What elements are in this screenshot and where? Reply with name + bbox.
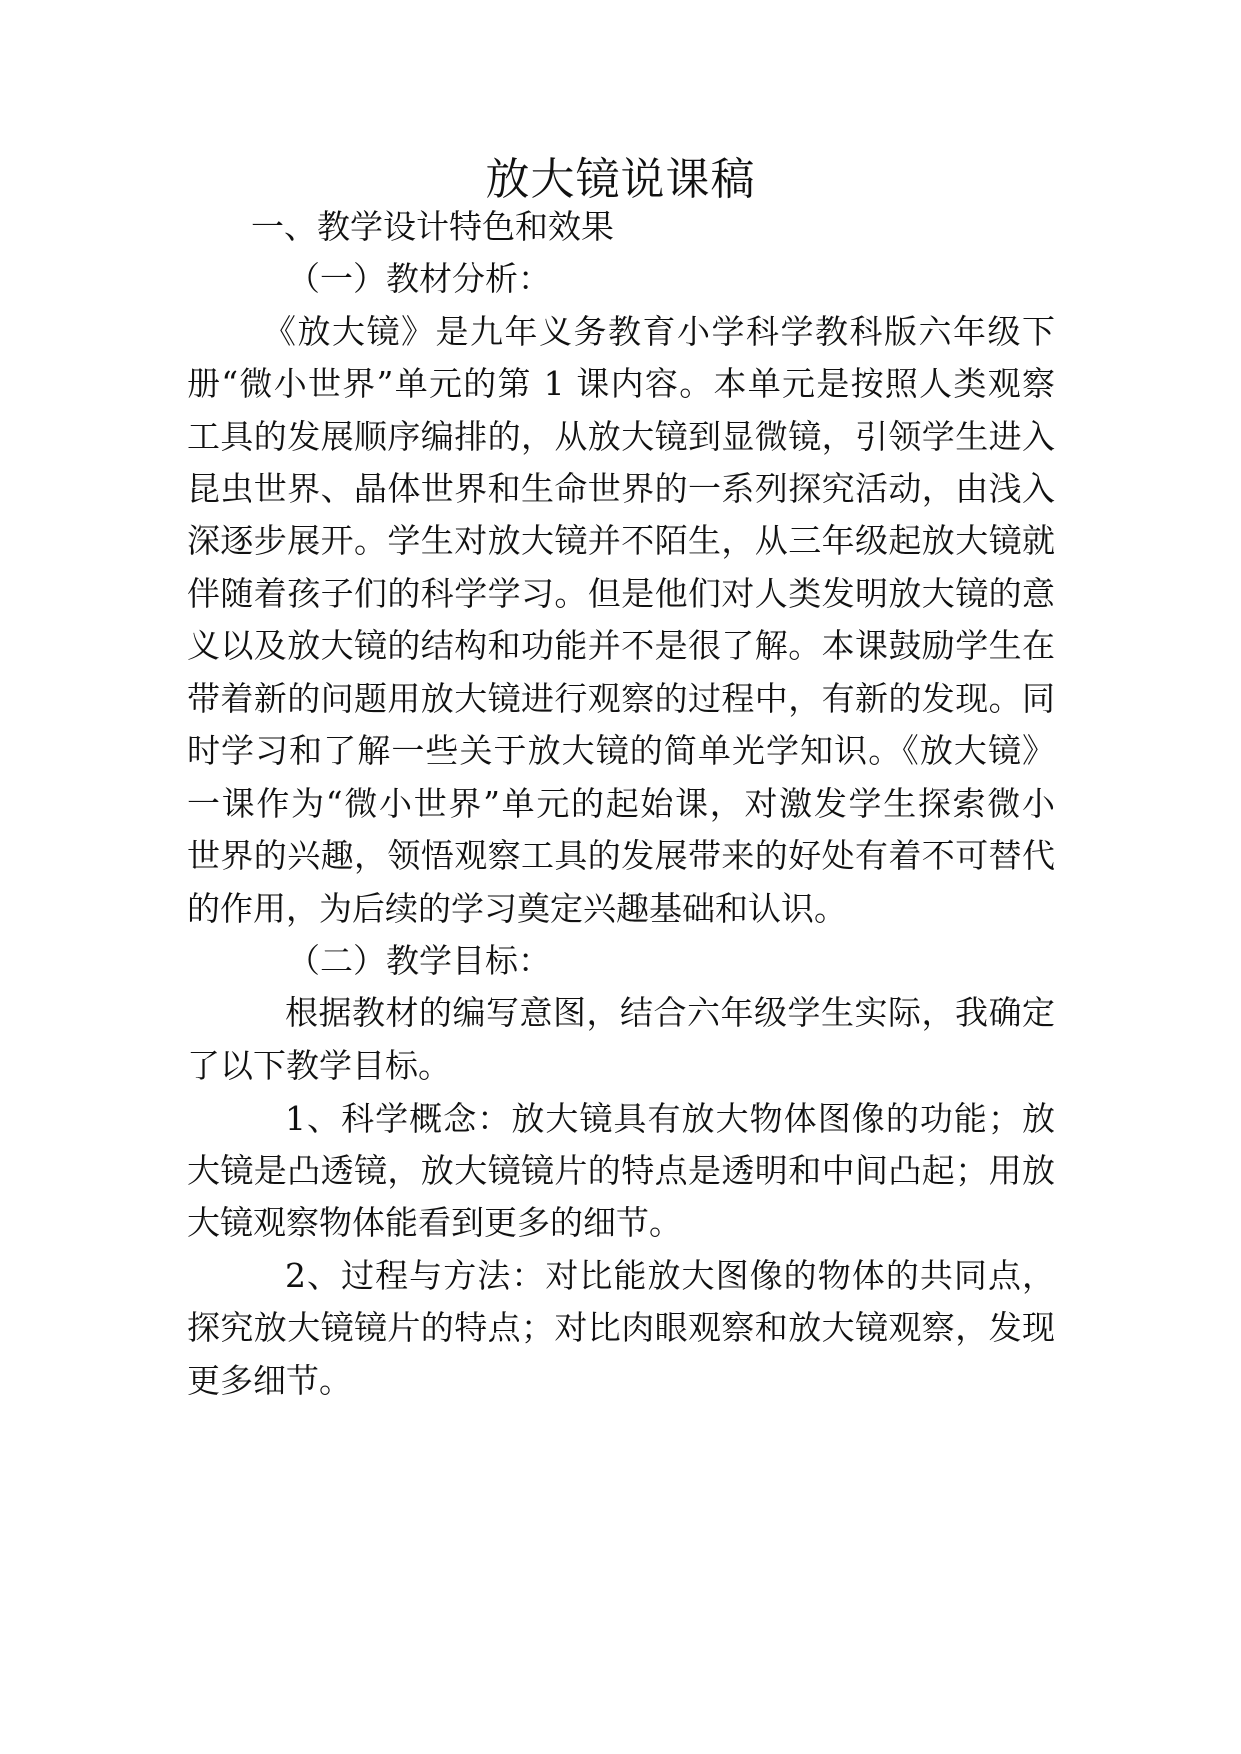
paragraph-line: 深逐步展开。学生对放大镜并不陌生，从三年级起放大镜就 xyxy=(187,521,1055,560)
paragraph-line: 带着新的问题用放大镜进行观察的过程中，有新的发现。同 xyxy=(187,679,1055,718)
goal-line: 更多细节。 xyxy=(187,1361,352,1400)
goal-line: 大镜是凸透镜，放大镜镜片的特点是透明和中间凸起；用放 xyxy=(187,1151,1055,1190)
paragraph-line: 了以下教学目标。 xyxy=(187,1046,451,1085)
paragraph-line: 工具的发展顺序编排的，从放大镜到显微镜，引领学生进入 xyxy=(187,417,1055,456)
goal-line: 2、过程与方法：对比能放大图像的物体的共同点， xyxy=(285,1256,1055,1295)
paragraph-line: 世界的兴趣，领悟观察工具的发展带来的好处有着不可替代 xyxy=(187,836,1055,875)
paragraph-line: 时学习和了解一些关于放大镜的简单光学知识。《放大镜》 xyxy=(187,731,1055,770)
paragraph-line: 的作用，为后续的学习奠定兴趣基础和认识。 xyxy=(187,889,847,928)
document-title: 放大镜说课稿 xyxy=(485,154,756,205)
paragraph-line: 伴随着孩子们的科学学习。但是他们对人类发明放大镜的意 xyxy=(187,574,1055,613)
section-heading: 一、教学设计特色和效果 xyxy=(251,207,614,246)
paragraph-line: 一课作为“微小世界”单元的起始课，对激发学生探索微小 xyxy=(187,784,1055,823)
paragraph-line: 《放大镜》是九年义务教育小学科学教科版六年级下 xyxy=(263,312,1055,351)
paragraph-line: 义以及放大镜的结构和功能并不是很了解。本课鼓励学生在 xyxy=(187,626,1055,665)
goal-line: 1、科学概念：放大镜具有放大物体图像的功能；放 xyxy=(285,1099,1055,1138)
subsection-heading: （二）教学目标： xyxy=(287,941,551,980)
subsection-heading: （一）教材分析： xyxy=(287,259,551,298)
goal-line: 探究放大镜镜片的特点；对比肉眼观察和放大镜观察，发现 xyxy=(187,1308,1055,1347)
paragraph-line: 册“微小世界”单元的第 1 课内容。本单元是按照人类观察 xyxy=(187,364,1055,403)
paragraph-line: 根据教材的编写意图，结合六年级学生实际，我确定 xyxy=(285,993,1055,1032)
paragraph-line: 昆虫世界、晶体世界和生命世界的一系列探究活动，由浅入 xyxy=(187,469,1055,508)
goal-line: 大镜观察物体能看到更多的细节。 xyxy=(187,1203,682,1242)
